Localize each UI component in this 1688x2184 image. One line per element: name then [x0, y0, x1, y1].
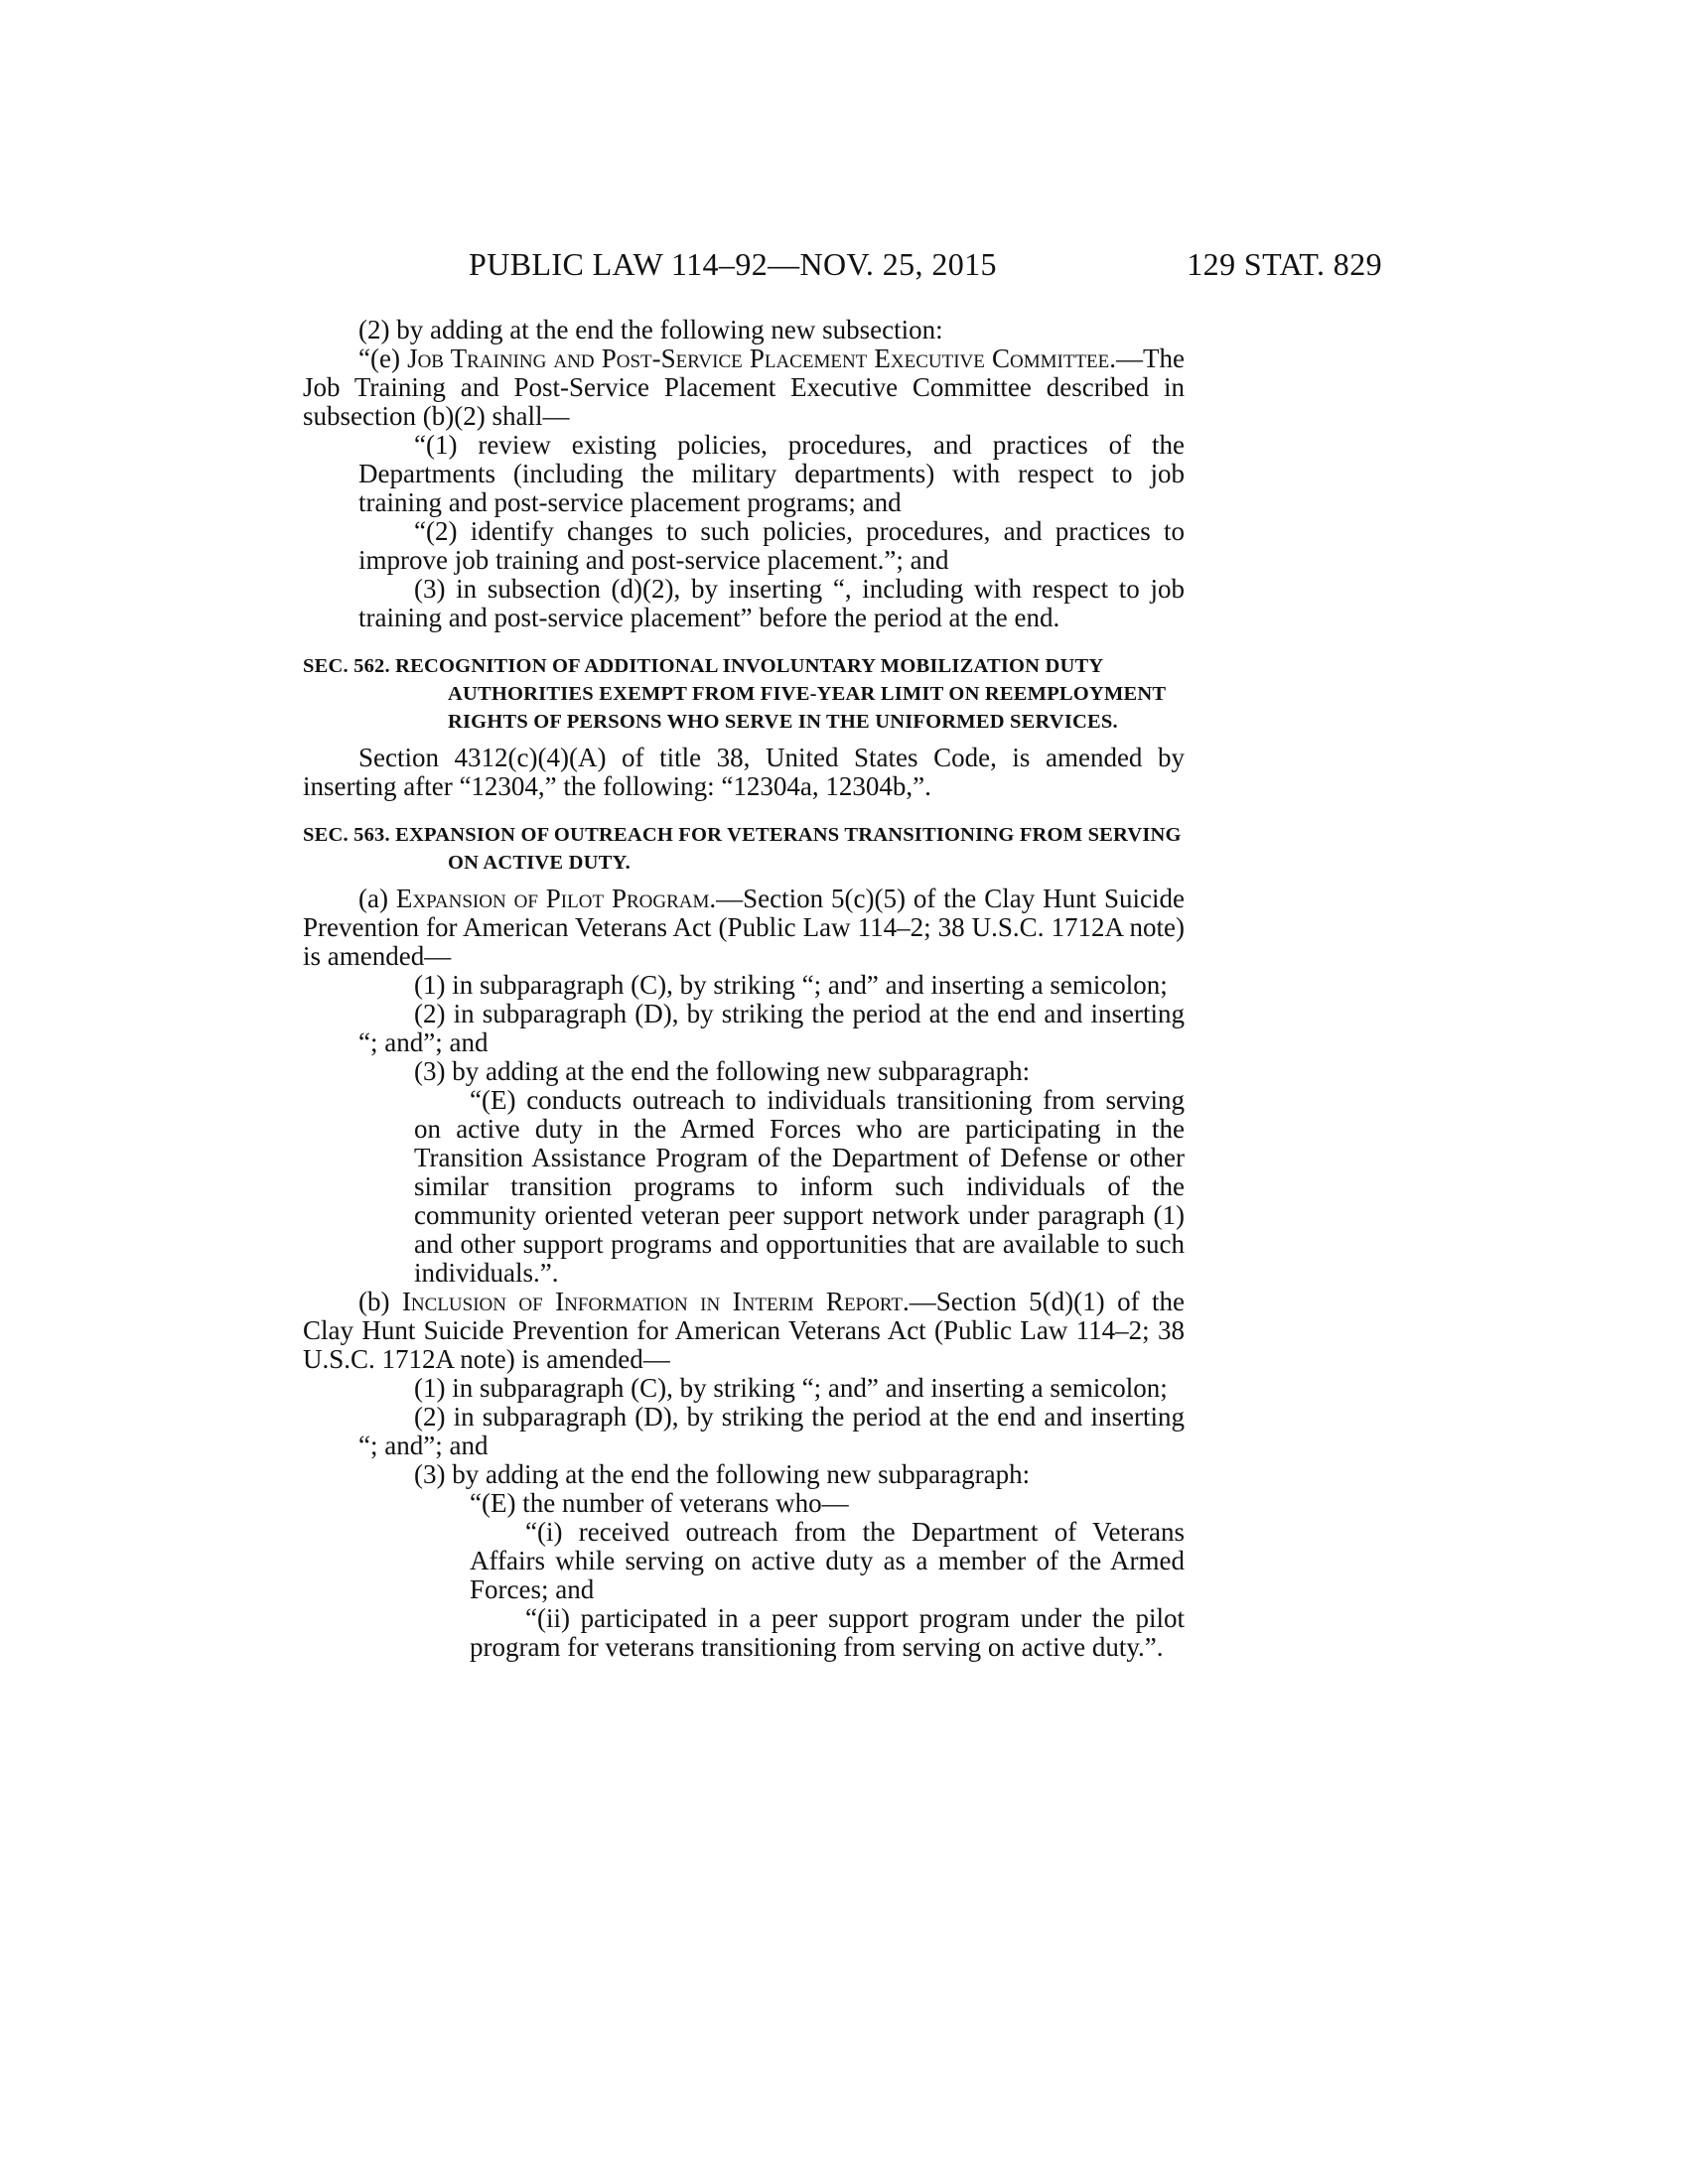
document-body	[303, 316, 1185, 1662]
statute-page-number: 129 STAT. 829	[1187, 246, 1382, 282]
subsection-b-item-1: (1) in subparagraph (C), by striking “; and” and inserting a semicolon;	[414, 1373, 1168, 1403]
subsection-e-heading: Job Training and Post-Service Placement Executive Committee	[407, 343, 1110, 373]
subsection-b-clause-ii: “(ii) participated in a peer support program under the pilot program for veterans transitioning from serving on active duty.”.	[470, 1603, 1185, 1662]
subsection-a-lead: (a)	[358, 884, 396, 913]
subsection-a-item-1: (1) in subparagraph (C), by striking “; and” and inserting a semicolon;	[414, 970, 1168, 1000]
subsection-b-lead: (b)	[358, 1287, 402, 1316]
section-562-text: Section 4312(c)(4)(A) of title 38, United States Code, is amended by inserting after “12304,” the following: “12304a, 12304b,”.	[303, 743, 1185, 801]
section-562-title: RECOGNITION OF ADDITIONAL INVOLUNTARY MOBILIZATION DUTY AUTHORITIES EXEMPT FROM FIVE-YEAR LIMIT ON REEMPLOYMENT RIGHTS OF PERSONS WHO SERVE IN THE UNIFORMED SERVICES.	[395, 655, 1166, 733]
page-header	[300, 246, 1382, 286]
subsection-b-clause-i: “(i) received outreach from the Department of Veterans Affairs while serving on active duty as a member of the Armed Forces; and	[470, 1517, 1185, 1604]
subsection-b-text: .—Section 5(d)(1) of the Clay Hunt Suicide Prevention for American Veterans Act (Public Law 114–2; 38 U.S.C. 1712A note) is amended—	[303, 1287, 1186, 1374]
subsection-e-item-2: “(2) identify changes to such policies, procedures, and practices to improve job training and post-service placement.”; and	[358, 516, 1185, 575]
subsection-e-lead: “(e)	[358, 343, 408, 373]
running-head-title: PUBLIC LAW 114–92—NOV. 25, 2015	[469, 246, 997, 282]
subsection-a-item-2: (2) in subparagraph (D), by striking the period at the end and inserting “; and”; and	[358, 999, 1185, 1057]
section-563-title: EXPANSION OF OUTREACH FOR VETERANS TRANSITIONING FROM SERVING ON ACTIVE DUTY.	[395, 824, 1182, 874]
section-563-number: SEC. 563.	[303, 824, 390, 846]
subsection-e-item-1: “(1) review existing policies, procedures, and practices of the Departments (including the military departments) with respect to job training and post-service placement programs; and	[358, 430, 1185, 517]
subsection-b-item-3: (3) by adding at the end the following new subparagraph:	[414, 1459, 1031, 1489]
paragraph-2-adding-subsection: (2) by adding at the end the following new subsection:	[358, 315, 943, 344]
subsection-e-text: .—The Job Training and Post-Service Placement Executive Committee described in subsection (b)(2) shall—	[303, 343, 1185, 431]
subsection-a-text: .—Section 5(c)(5) of the Clay Hunt Suicide Prevention for American Veterans Act (Public Law 114–2; 38 U.S.C. 1712A note) is amended—	[303, 884, 1185, 971]
subsection-a	[303, 885, 1185, 971]
subsection-b-item-2: (2) in subparagraph (D), by striking the period at the end and inserting “; and”; and	[358, 1402, 1185, 1460]
subsection-e	[303, 344, 1185, 431]
section-562-heading	[303, 652, 1185, 736]
subsection-b	[303, 1288, 1185, 1374]
subsection-a-heading: Expansion of Pilot Program	[395, 884, 710, 913]
subsection-b-new-subparagraph-e: “(E) the number of veterans who—	[470, 1488, 849, 1518]
subsection-a-new-subparagraph-e: “(E) conducts outreach to individuals transitioning from serving on active duty in the Armed Forces who are participating in the Transition Assistance Program of the Department of Defense or other similar transition programs to inform such individuals of the community oriented veteran peer support network under paragraph (1) and other support programs and opportunities that are available to such individuals.”.	[414, 1085, 1185, 1288]
section-563-heading	[303, 821, 1185, 877]
section-562-number: SEC. 562.	[303, 655, 390, 677]
subsection-a-item-3: (3) by adding at the end the following new subparagraph:	[414, 1056, 1031, 1086]
subsection-b-heading: Inclusion of Information in Interim Report	[401, 1287, 903, 1316]
paragraph-3-inserting: (3) in subsection (d)(2), by inserting “, including with respect to job training and post-service placement” before the period at the end.	[358, 574, 1185, 632]
